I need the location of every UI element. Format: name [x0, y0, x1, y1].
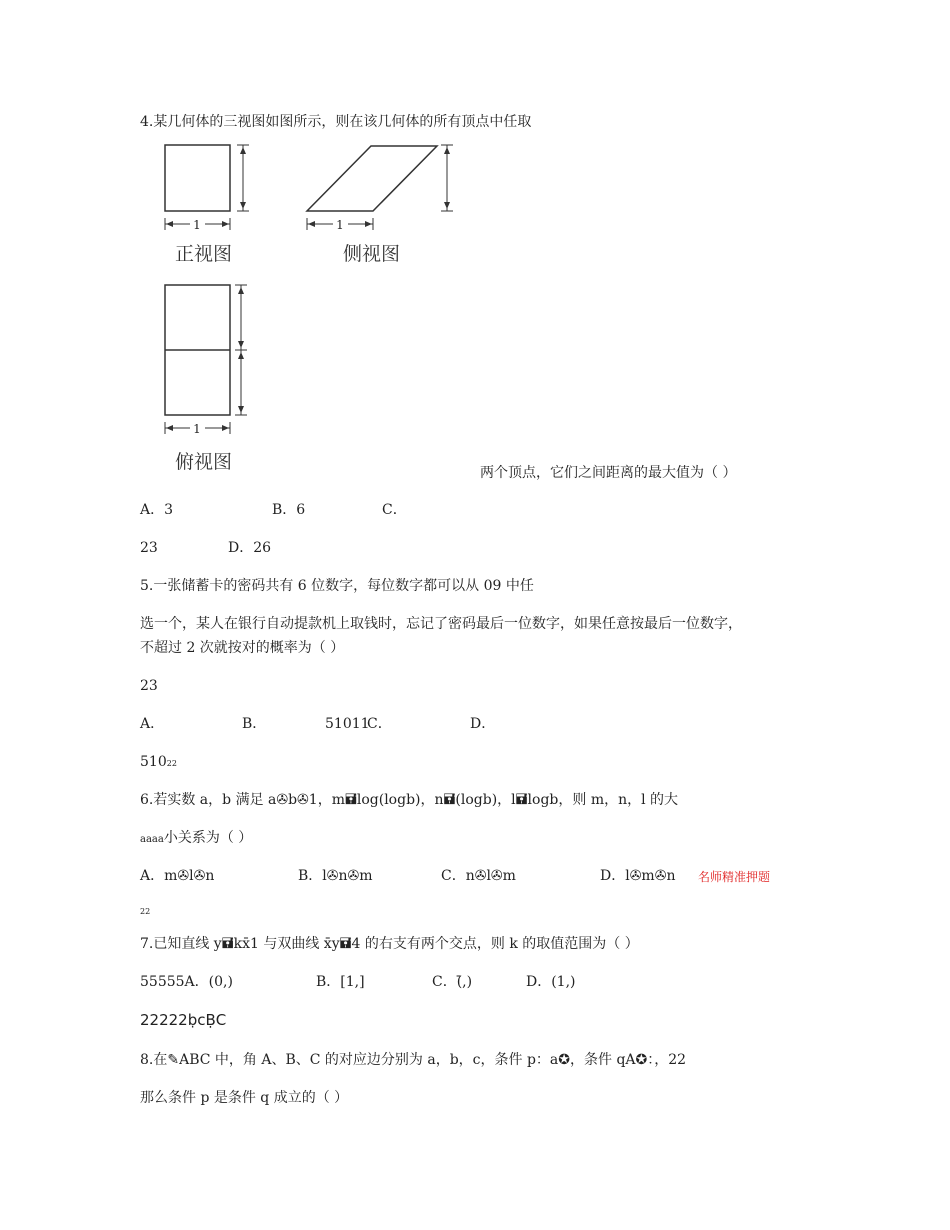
q7-option-a: A．(0,): [184, 974, 233, 990]
q7-option-b: B．[1,]: [316, 974, 365, 990]
top-width-dim-label: 1: [193, 422, 201, 436]
watermark-text: 名师精准押题: [698, 870, 771, 884]
q5-fragment-2: 51011: [325, 716, 370, 732]
q8-stem-line2: 那么条件 p 是条件 q 成立的（ ）: [140, 1090, 349, 1106]
q6-stem-prefix: aaaa: [140, 834, 164, 845]
q6-subscript-fragment: 22: [140, 907, 151, 916]
q5-option-d: D．: [470, 716, 496, 732]
q4-stem-continued: 两个顶点，它们之间距离的最大值为（ ）: [480, 465, 737, 481]
q4-stem: 4.某几何体的三视图如图所示，则在该几何体的所有顶点中任取: [140, 114, 532, 130]
q6-stem-line2: [140, 828, 252, 850]
q4-option-a: A．3: [140, 502, 174, 518]
q6-option-a: A．m✇l✇n: [140, 868, 215, 884]
q7-fragment: 22222ḅcḄC: [140, 1011, 227, 1029]
side-view-label: 侧视图: [343, 243, 401, 265]
q5-stem-line2: 选一个，某人在银行自动提款机上取钱时，忘记了密码最后一位数字，如果任意按最后一位数字，: [140, 616, 742, 632]
q5-stem-line3: 不超过 2 次就按对的概率为（ ）: [140, 640, 345, 656]
q6-option-d: D．l✇m✇n: [600, 868, 676, 884]
q7-stem: 7.已知直线 y🖬kx̄1 与双曲线 x̄y🖬4 的右支有两个交点，则 k 的取值范围为（ ）: [140, 936, 639, 952]
q7-option-d: D．(1,): [526, 974, 576, 990]
q7-options-line: [140, 972, 233, 992]
q5-option-c: C．: [367, 716, 392, 732]
q6-option-c: C．n✇l✇m: [441, 868, 516, 884]
q8-stem: 8.在✎ABC 中，角 A、B、C 的对应边分别为 a，b，c，条件 p：a✪，条件 qA✪：，22: [140, 1052, 687, 1068]
front-width-dim-label: 1: [193, 218, 201, 232]
q5-option-b: B．: [242, 716, 267, 732]
three-view-figure: [155, 140, 455, 475]
q6-option-b: B．l✇n✇m: [298, 868, 373, 884]
q5-fragment-3-subscript: 22: [166, 759, 177, 768]
q7-option-c: C．(̄,): [432, 974, 473, 990]
front-view-square: [165, 145, 230, 211]
top-view-label: 俯视图: [175, 451, 233, 473]
q5-fragment-3: [140, 752, 177, 774]
q5-fragment-1: 23: [140, 678, 158, 694]
q5-fragment-3-text: 510: [140, 754, 167, 770]
q6-stem-text: 小关系为（ ）: [163, 830, 253, 846]
front-view-label: 正视图: [175, 243, 233, 265]
side-view-parallelogram: [307, 146, 437, 211]
side-width-dim-label: 1: [336, 218, 344, 232]
q5-option-a: A．: [140, 716, 165, 732]
q4-option-c: C．: [382, 502, 407, 518]
q4-option-b: B．6: [272, 502, 306, 518]
q7-prefix: 55555: [140, 974, 185, 990]
q4-option-c-value: 23: [140, 540, 158, 556]
q5-stem-line1: 5.一张储蓄卡的密码共有 6 位数字，每位数字都可以从 09 中任: [140, 578, 534, 594]
q6-stem: 6.若实数 a，b 满足 a✇b✇1，m🖬log(logb)，n🖬(logb)，l🖬logb，则 m，n，l 的大: [140, 792, 679, 808]
q4-option-d: D．26: [228, 540, 272, 556]
